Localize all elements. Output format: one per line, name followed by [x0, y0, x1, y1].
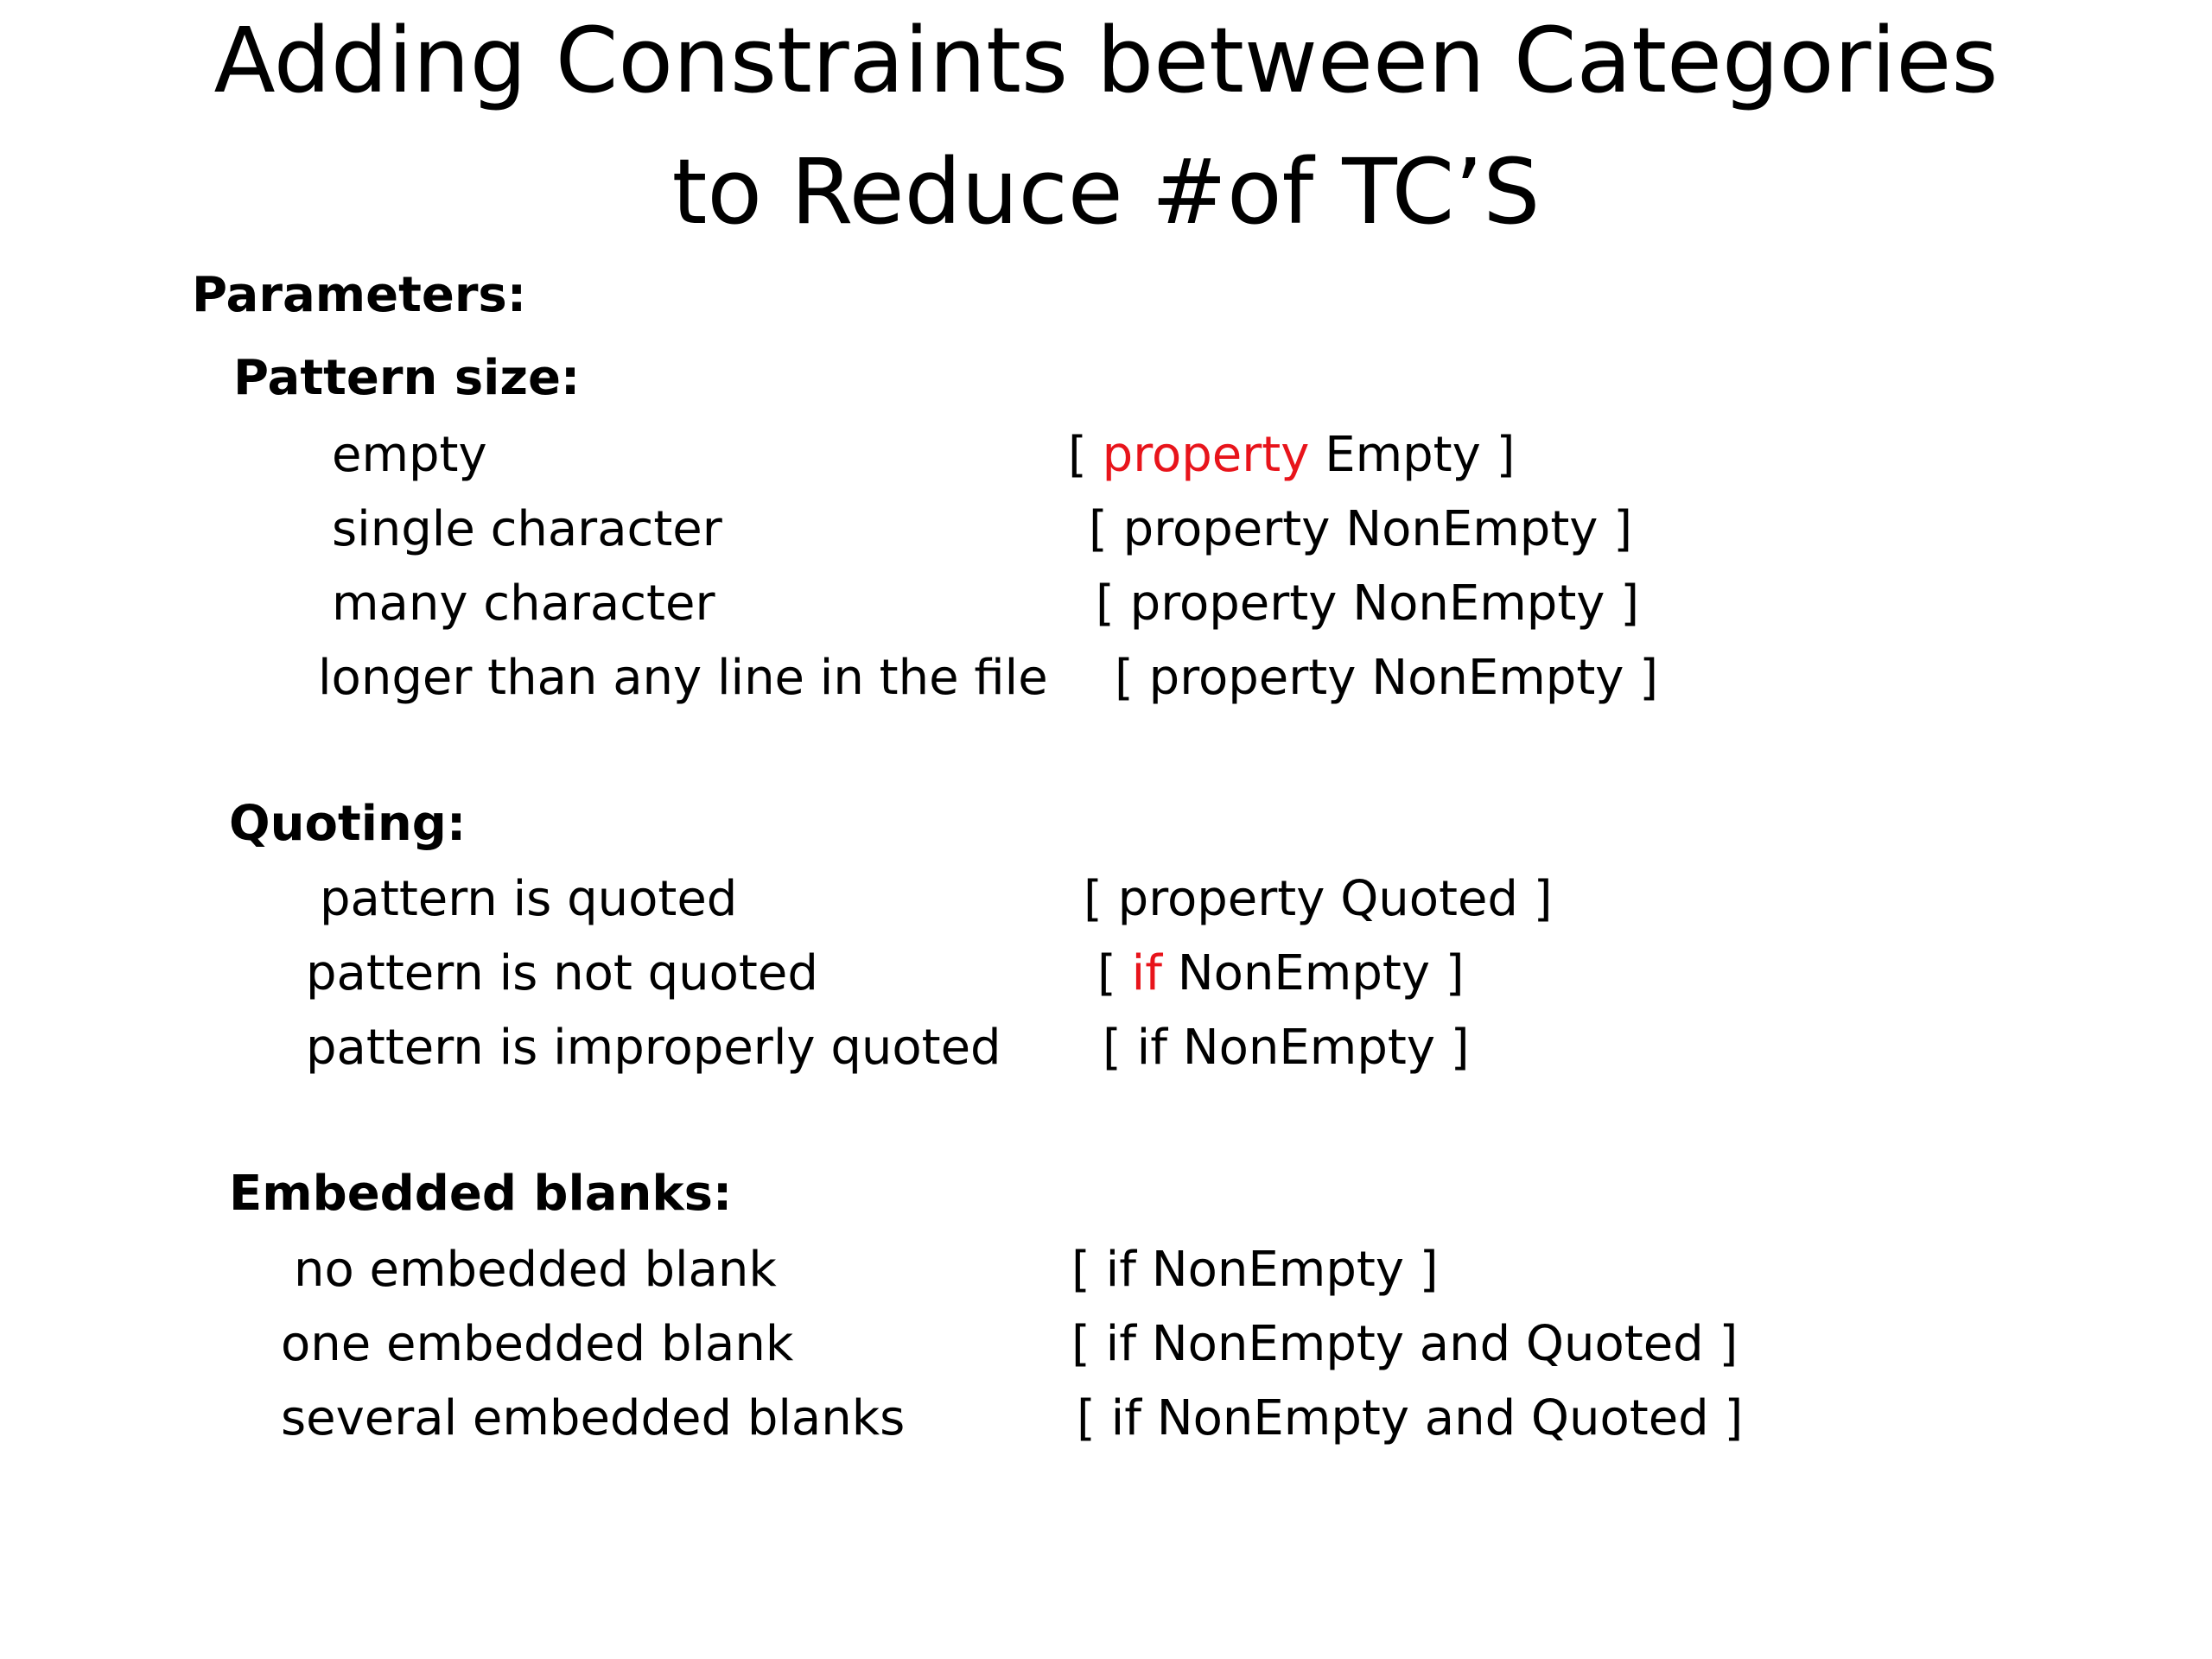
row-label: single character: [332, 501, 722, 557]
parameters-heading: Parameters:: [192, 267, 527, 323]
constraint-rest: NonEmpty ]: [1356, 650, 1659, 706]
row-label: many character: [332, 575, 715, 632]
row-constraint: [1084, 865, 1553, 934]
row-label: several embedded blanks: [281, 1390, 906, 1446]
bracket-open: [: [1089, 501, 1123, 557]
row-label: pattern is improperly quoted: [306, 1020, 1001, 1076]
constraint-rest: NonEmpty ]: [1161, 945, 1465, 1001]
constraint-keyword: property: [1148, 650, 1357, 706]
constraint-rest: NonEmpty ]: [1337, 575, 1640, 632]
constraint-keyword: property: [1122, 501, 1331, 557]
row-label: empty: [332, 427, 487, 483]
constraint-keyword: if: [1105, 1242, 1136, 1298]
row-label: one embedded blank: [281, 1316, 794, 1372]
row-label: no embedded blank: [294, 1242, 777, 1298]
bracket-open: [: [1097, 945, 1132, 1001]
bracket-open: [: [1071, 1316, 1106, 1372]
bracket-open: [: [1071, 1242, 1106, 1298]
constraint-keyword: property: [1117, 871, 1325, 927]
row-label: longer than any line in the file: [318, 650, 1048, 706]
constraint-keyword: if: [1131, 945, 1162, 1001]
constraint-rest: NonEmpty and Quoted ]: [1135, 1316, 1738, 1372]
row-label: pattern is quoted: [320, 871, 738, 927]
title-line-1: Adding Constraints between Categories: [213, 8, 1999, 113]
constraint-rest: NonEmpty ]: [1330, 501, 1633, 557]
bracket-open: [: [1068, 427, 1103, 483]
bracket-open: [: [1077, 1390, 1111, 1446]
title-line-2: to Reduce #of TC’S: [671, 139, 1541, 245]
constraint-keyword: property: [1102, 427, 1310, 483]
constraint-keyword: if: [1110, 1390, 1141, 1446]
constraint-rest: Quoted ]: [1325, 871, 1553, 927]
row-constraint: [1089, 495, 1632, 564]
bracket-open: [: [1096, 575, 1130, 632]
constraint-rest: NonEmpty ]: [1135, 1242, 1439, 1298]
row-constraint: [1068, 421, 1515, 490]
constraint-rest: Empty ]: [1309, 427, 1516, 483]
section-heading-pattern-size: Pattern size:: [233, 350, 581, 406]
bracket-open: [: [1103, 1020, 1137, 1076]
constraint-rest: NonEmpty and Quoted ]: [1141, 1390, 1744, 1446]
section-heading-quoting: Quoting:: [229, 796, 467, 852]
section-heading-embedded-blanks: Embedded blanks:: [229, 1166, 733, 1222]
constraint-keyword: if: [1105, 1316, 1136, 1372]
row-constraint: [1096, 569, 1639, 639]
row-constraint: [1071, 1310, 1738, 1379]
row-constraint: [1115, 644, 1658, 713]
row-constraint: [1097, 939, 1465, 1008]
constraint-keyword: property: [1129, 575, 1338, 632]
row-label: pattern is not quoted: [306, 945, 818, 1001]
bracket-open: [: [1084, 871, 1118, 927]
constraint-keyword: if: [1136, 1020, 1167, 1076]
row-constraint: [1071, 1236, 1439, 1305]
constraint-rest: NonEmpty ]: [1166, 1020, 1470, 1076]
bracket-open: [: [1115, 650, 1149, 706]
row-constraint: [1077, 1384, 1743, 1453]
row-constraint: [1103, 1014, 1470, 1083]
